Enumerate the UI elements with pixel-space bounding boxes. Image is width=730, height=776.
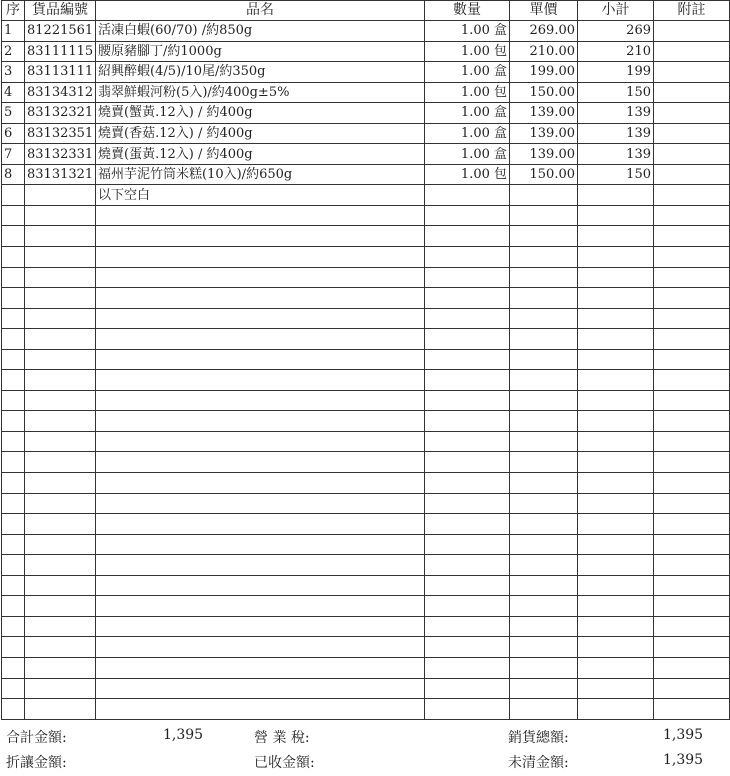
row-price: 150.00 — [510, 164, 578, 185]
blank-cell — [654, 637, 730, 658]
row-note — [654, 21, 730, 42]
blank-row — [2, 288, 730, 309]
blank-cell — [425, 575, 510, 596]
blank-row — [2, 349, 730, 370]
row-note — [654, 185, 730, 206]
blank-cell — [425, 411, 510, 432]
blank-cell — [654, 349, 730, 370]
blank-cell — [510, 247, 578, 268]
blank-cell — [510, 288, 578, 309]
blank-cell — [25, 226, 96, 247]
blank-cell — [578, 452, 654, 473]
blank-cell — [25, 370, 96, 391]
blank-cell — [25, 267, 96, 288]
blank-cell — [25, 596, 96, 617]
blank-cell — [510, 329, 578, 350]
table-row — [2, 185, 730, 206]
blank-row — [2, 431, 730, 452]
blank-cell — [654, 657, 730, 678]
row-code: 83132351 — [25, 123, 96, 144]
row-note — [654, 103, 730, 124]
blank-cell — [654, 699, 730, 720]
blank-cell — [96, 616, 425, 637]
blank-cell — [425, 452, 510, 473]
row-subtotal — [578, 185, 654, 206]
blank-cell — [96, 205, 425, 226]
blank-cell — [2, 329, 25, 350]
blank-cell — [2, 226, 25, 247]
blank-cell — [578, 411, 654, 432]
blank-cell — [96, 411, 425, 432]
table-row — [2, 41, 730, 62]
blank-cell — [425, 205, 510, 226]
blank-cell — [425, 390, 510, 411]
blank-cell — [578, 575, 654, 596]
row-subtotal: 139 — [578, 103, 654, 124]
blank-cell — [425, 616, 510, 637]
blank-cell — [96, 390, 425, 411]
row-code: 83131321 — [25, 164, 96, 185]
row-price: 269.00 — [510, 21, 578, 42]
blank-cell — [25, 349, 96, 370]
blank-cell — [578, 267, 654, 288]
blank-cell — [578, 678, 654, 699]
row-price: 139.00 — [510, 123, 578, 144]
blank-row — [2, 390, 730, 411]
blank-cell — [25, 411, 96, 432]
blank-cell — [2, 493, 25, 514]
blank-row — [2, 473, 730, 494]
row-qty: 1.00 盒 — [425, 21, 510, 42]
blank-cell — [654, 431, 730, 452]
row-seq: 2 — [2, 41, 25, 62]
row-price: 139.00 — [510, 103, 578, 124]
row-note — [654, 41, 730, 62]
blank-cell — [654, 411, 730, 432]
items-table — [1, 0, 730, 720]
blank-cell — [578, 514, 654, 535]
blank-row — [2, 493, 730, 514]
blank-cell — [96, 473, 425, 494]
blank-cell — [510, 596, 578, 617]
sales-total-label: 銷貨總額: — [508, 730, 569, 746]
row-qty: 1.00 盒 — [425, 144, 510, 165]
blank-cell — [578, 308, 654, 329]
blank-cell — [654, 555, 730, 576]
blank-cell — [96, 534, 425, 555]
blank-row — [2, 534, 730, 555]
blank-row — [2, 308, 730, 329]
blank-cell — [654, 205, 730, 226]
blank-cell — [654, 308, 730, 329]
blank-cell — [510, 699, 578, 720]
blank-cell — [425, 596, 510, 617]
blank-cell — [510, 555, 578, 576]
blank-cell — [25, 534, 96, 555]
row-seq — [2, 185, 25, 206]
blank-cell — [2, 431, 25, 452]
row-qty: 1.00 包 — [425, 41, 510, 62]
blank-cell — [578, 596, 654, 617]
blank-cell — [654, 226, 730, 247]
blank-cell — [654, 267, 730, 288]
outstanding-value: 1,395 — [663, 752, 704, 768]
blank-cell — [96, 288, 425, 309]
blank-cell — [510, 678, 578, 699]
blank-cell — [425, 329, 510, 350]
sales-total-value: 1,395 — [663, 727, 704, 743]
row-seq: 4 — [2, 82, 25, 103]
blank-cell — [578, 329, 654, 350]
blank-cell — [578, 493, 654, 514]
blank-row — [2, 596, 730, 617]
blank-cell — [425, 247, 510, 268]
row-name: 燒賣(香菇.12入) / 約400g — [96, 123, 425, 144]
blank-cell — [578, 431, 654, 452]
row-code: 81221561 — [25, 21, 96, 42]
blank-cell — [96, 329, 425, 350]
row-note — [654, 62, 730, 83]
row-code: 83132321 — [25, 103, 96, 124]
row-qty: 1.00 包 — [425, 164, 510, 185]
blank-cell — [2, 699, 25, 720]
row-name: 燒賣(蟹黃.12入) / 約400g — [96, 103, 425, 124]
blank-row — [2, 411, 730, 432]
blank-cell — [578, 370, 654, 391]
blank-cell — [654, 514, 730, 535]
blank-row — [2, 678, 730, 699]
blank-cell — [25, 452, 96, 473]
blank-cell — [25, 493, 96, 514]
blank-cell — [96, 699, 425, 720]
blank-cell — [425, 534, 510, 555]
blank-cell — [25, 205, 96, 226]
blank-cell — [96, 349, 425, 370]
blank-row — [2, 247, 730, 268]
blank-cell — [2, 370, 25, 391]
blank-cell — [578, 226, 654, 247]
blank-cell — [2, 452, 25, 473]
blank-cell — [510, 575, 578, 596]
row-name: 福州芋泥竹筒米糕(10入)/約650g — [96, 164, 425, 185]
blank-cell — [25, 699, 96, 720]
totals-footer — [1, 719, 729, 776]
blank-cell — [578, 637, 654, 658]
blank-cell — [578, 349, 654, 370]
row-note — [654, 144, 730, 165]
row-subtotal: 139 — [578, 123, 654, 144]
table-row — [2, 144, 730, 165]
blank-cell — [510, 514, 578, 535]
blank-cell — [2, 390, 25, 411]
blank-row — [2, 452, 730, 473]
tax-label: 營 業 稅: — [254, 730, 310, 746]
row-qty: 1.00 盒 — [425, 62, 510, 83]
blank-cell — [25, 288, 96, 309]
row-code: 83113111 — [25, 62, 96, 83]
row-qty — [425, 185, 510, 206]
blank-row — [2, 226, 730, 247]
table-row — [2, 21, 730, 42]
blank-cell — [510, 657, 578, 678]
blank-cell — [578, 699, 654, 720]
blank-cell — [654, 616, 730, 637]
row-price: 139.00 — [510, 144, 578, 165]
blank-cell — [654, 247, 730, 268]
row-qty: 1.00 包 — [425, 82, 510, 103]
row-subtotal: 210 — [578, 41, 654, 62]
blank-cell — [425, 555, 510, 576]
row-seq: 8 — [2, 164, 25, 185]
row-name: 以下空白 — [96, 185, 425, 206]
blank-cell — [654, 534, 730, 555]
blank-cell — [96, 575, 425, 596]
row-subtotal: 150 — [578, 164, 654, 185]
blank-cell — [2, 267, 25, 288]
blank-cell — [25, 637, 96, 658]
blank-cell — [510, 370, 578, 391]
blank-cell — [96, 308, 425, 329]
blank-cell — [510, 349, 578, 370]
blank-cell — [578, 473, 654, 494]
blank-row — [2, 699, 730, 720]
blank-cell — [578, 555, 654, 576]
row-note — [654, 82, 730, 103]
blank-cell — [96, 657, 425, 678]
received-label: 已收金額: — [254, 755, 315, 771]
row-subtotal: 150 — [578, 82, 654, 103]
blank-row — [2, 329, 730, 350]
blank-cell — [425, 431, 510, 452]
blank-cell — [510, 267, 578, 288]
blank-cell — [2, 247, 25, 268]
blank-cell — [654, 678, 730, 699]
blank-cell — [25, 247, 96, 268]
blank-cell — [25, 678, 96, 699]
blank-cell — [654, 493, 730, 514]
blank-cell — [510, 390, 578, 411]
blank-cell — [2, 473, 25, 494]
row-price — [510, 185, 578, 206]
blank-cell — [425, 699, 510, 720]
blank-cell — [578, 657, 654, 678]
blank-cell — [654, 288, 730, 309]
blank-cell — [425, 308, 510, 329]
row-seq: 5 — [2, 103, 25, 124]
blank-cell — [578, 390, 654, 411]
blank-cell — [25, 657, 96, 678]
blank-cell — [96, 493, 425, 514]
blank-cell — [510, 452, 578, 473]
table-row — [2, 123, 730, 144]
blank-cell — [654, 575, 730, 596]
blank-cell — [425, 493, 510, 514]
total-value: 1,395 — [163, 727, 204, 743]
blank-row — [2, 205, 730, 226]
row-price: 199.00 — [510, 62, 578, 83]
blank-row — [2, 267, 730, 288]
header-row — [2, 1, 730, 21]
blank-cell — [654, 390, 730, 411]
invoice-sheet — [1, 0, 729, 775]
row-seq: 6 — [2, 123, 25, 144]
items-body — [2, 21, 730, 720]
blank-cell — [25, 431, 96, 452]
blank-cell — [2, 657, 25, 678]
blank-cell — [578, 616, 654, 637]
blank-row — [2, 657, 730, 678]
blank-cell — [96, 247, 425, 268]
blank-cell — [654, 329, 730, 350]
row-name: 翡翠鮮蝦河粉(5入)/約400g±5% — [96, 82, 425, 103]
blank-cell — [425, 226, 510, 247]
blank-row — [2, 575, 730, 596]
row-code: 83132331 — [25, 144, 96, 165]
row-seq: 3 — [2, 62, 25, 83]
blank-cell — [578, 288, 654, 309]
blank-cell — [96, 226, 425, 247]
blank-cell — [2, 637, 25, 658]
table-row — [2, 164, 730, 185]
table-row — [2, 82, 730, 103]
blank-cell — [654, 370, 730, 391]
row-note — [654, 164, 730, 185]
blank-cell — [510, 205, 578, 226]
header-qty: 數量 — [425, 1, 510, 21]
table-row — [2, 62, 730, 83]
blank-cell — [578, 534, 654, 555]
header-subtotal: 小計 — [578, 1, 654, 21]
blank-cell — [425, 267, 510, 288]
blank-cell — [96, 596, 425, 617]
blank-cell — [2, 411, 25, 432]
blank-row — [2, 555, 730, 576]
blank-cell — [96, 637, 425, 658]
blank-row — [2, 370, 730, 391]
row-code: 83134312 — [25, 82, 96, 103]
blank-cell — [510, 308, 578, 329]
total-label: 合計金額: — [6, 730, 67, 746]
blank-cell — [96, 452, 425, 473]
blank-cell — [425, 349, 510, 370]
row-note — [654, 123, 730, 144]
blank-cell — [2, 534, 25, 555]
blank-cell — [510, 473, 578, 494]
row-subtotal: 269 — [578, 21, 654, 42]
blank-cell — [25, 308, 96, 329]
discount-label: 折讓金額: — [6, 755, 67, 771]
blank-cell — [425, 514, 510, 535]
blank-cell — [2, 288, 25, 309]
blank-cell — [96, 514, 425, 535]
row-name: 活凍白蝦(60/70) /約850g — [96, 21, 425, 42]
blank-cell — [2, 678, 25, 699]
blank-cell — [2, 514, 25, 535]
blank-cell — [425, 657, 510, 678]
row-name: 腰原豬腳丁/約1000g — [96, 41, 425, 62]
row-code — [25, 185, 96, 206]
header-note: 附註 — [654, 1, 730, 21]
blank-cell — [654, 473, 730, 494]
header-name: 品名 — [96, 1, 425, 21]
row-subtotal: 199 — [578, 62, 654, 83]
blank-cell — [510, 431, 578, 452]
row-qty: 1.00 盒 — [425, 123, 510, 144]
blank-cell — [96, 370, 425, 391]
blank-cell — [425, 288, 510, 309]
blank-cell — [425, 370, 510, 391]
blank-cell — [510, 616, 578, 637]
blank-row — [2, 616, 730, 637]
blank-row — [2, 514, 730, 535]
blank-cell — [25, 329, 96, 350]
header-code: 貨品編號 — [25, 1, 96, 21]
header-seq: 序 — [2, 1, 25, 21]
blank-cell — [96, 678, 425, 699]
row-name: 燒賣(蛋黃.12入) / 約400g — [96, 144, 425, 165]
blank-cell — [654, 596, 730, 617]
blank-cell — [510, 534, 578, 555]
blank-cell — [25, 575, 96, 596]
blank-row — [2, 637, 730, 658]
row-price: 210.00 — [510, 41, 578, 62]
blank-cell — [578, 247, 654, 268]
blank-cell — [25, 390, 96, 411]
blank-cell — [510, 637, 578, 658]
blank-cell — [510, 226, 578, 247]
blank-cell — [510, 411, 578, 432]
blank-cell — [425, 637, 510, 658]
table-row — [2, 103, 730, 124]
blank-cell — [2, 205, 25, 226]
row-price: 150.00 — [510, 82, 578, 103]
blank-cell — [25, 473, 96, 494]
blank-cell — [425, 473, 510, 494]
blank-cell — [96, 555, 425, 576]
blank-cell — [25, 616, 96, 637]
row-name: 紹興醉蝦(4/5)/10尾/約350g — [96, 62, 425, 83]
blank-cell — [578, 205, 654, 226]
blank-cell — [425, 678, 510, 699]
row-code: 83111115 — [25, 41, 96, 62]
blank-cell — [25, 514, 96, 535]
blank-cell — [510, 493, 578, 514]
blank-cell — [96, 267, 425, 288]
blank-cell — [2, 575, 25, 596]
outstanding-label: 未清金額: — [508, 755, 569, 771]
row-seq: 1 — [2, 21, 25, 42]
row-seq: 7 — [2, 144, 25, 165]
blank-cell — [2, 616, 25, 637]
header-price: 單價 — [510, 1, 578, 21]
blank-cell — [2, 349, 25, 370]
blank-cell — [2, 555, 25, 576]
row-qty: 1.00 盒 — [425, 103, 510, 124]
blank-cell — [96, 431, 425, 452]
blank-cell — [2, 596, 25, 617]
blank-cell — [2, 308, 25, 329]
blank-cell — [654, 452, 730, 473]
blank-cell — [25, 555, 96, 576]
row-subtotal: 139 — [578, 144, 654, 165]
